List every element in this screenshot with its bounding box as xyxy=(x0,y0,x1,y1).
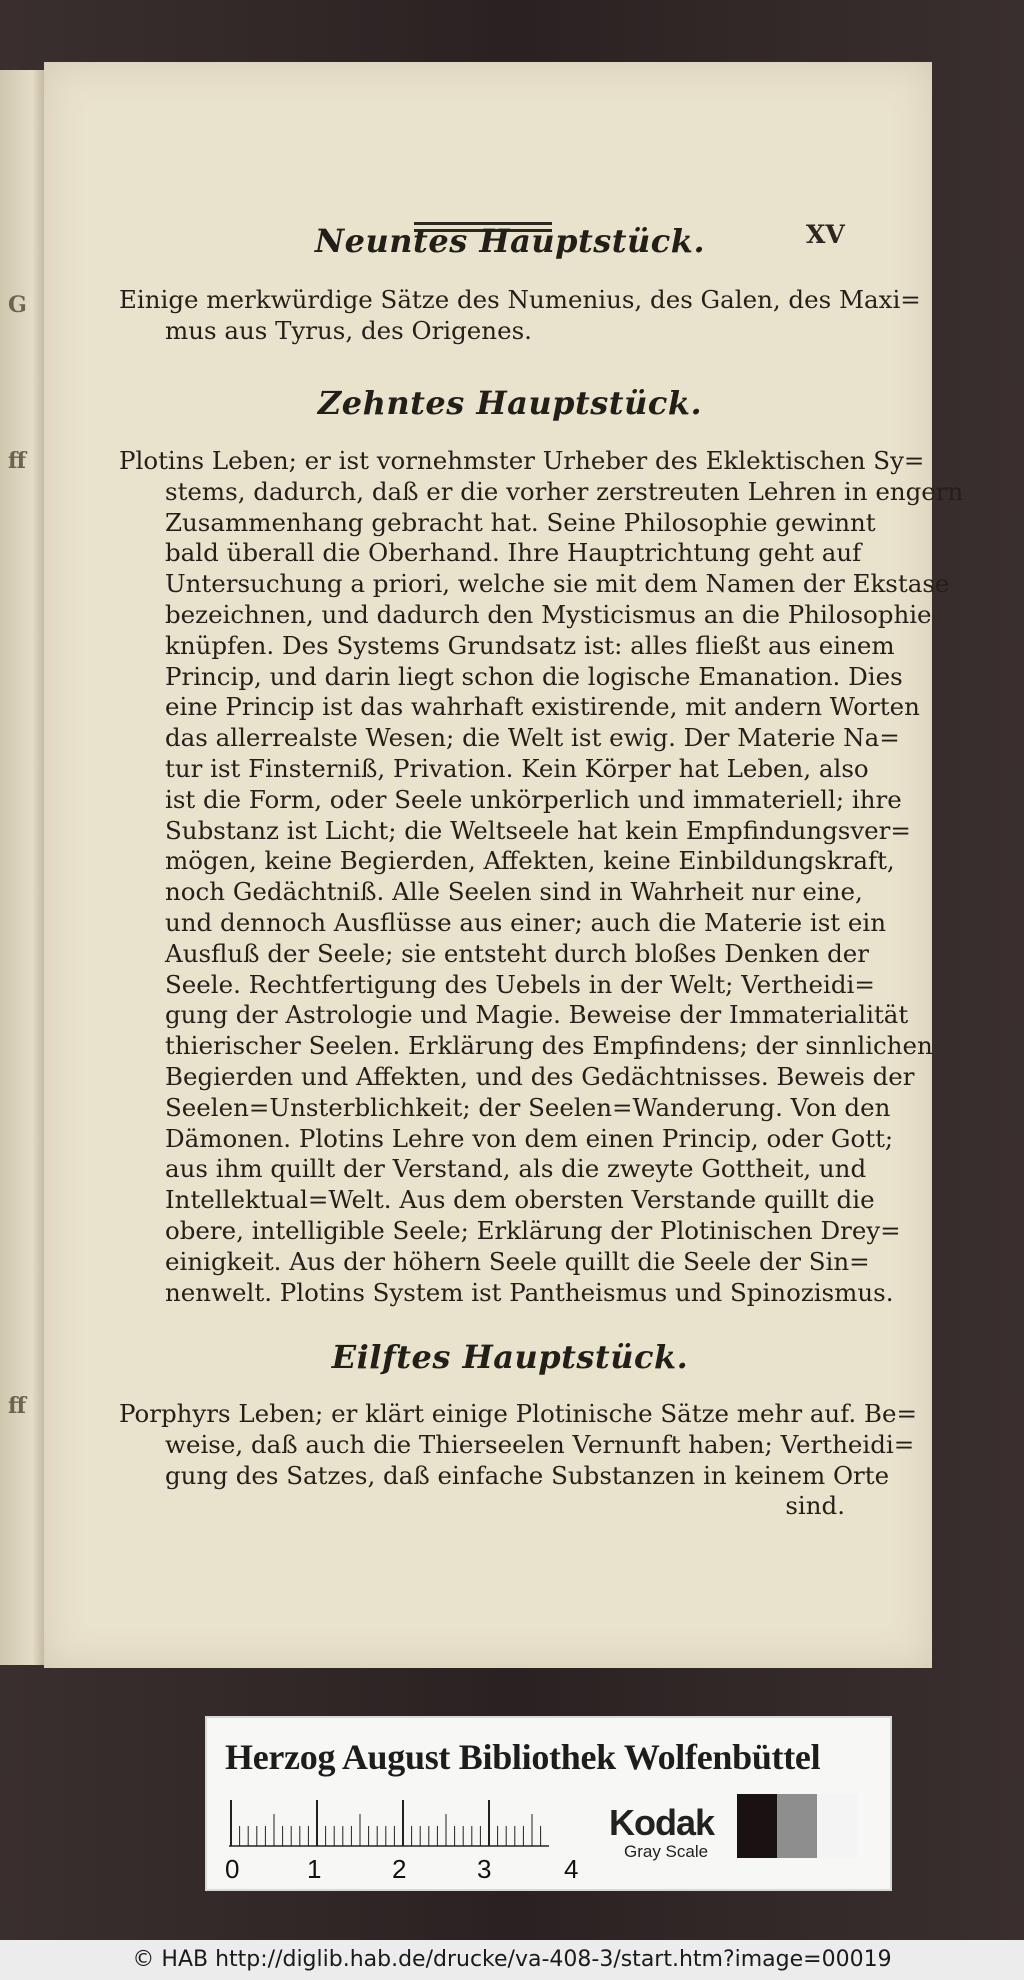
gray-swatch xyxy=(817,1794,857,1858)
section-text-eilftes xyxy=(119,1399,918,1522)
section-heading-zehntes: Zehntes Hauptstück. xyxy=(317,384,703,422)
text-line: tur ist Finsterniß, Privation. Kein Körper hat Leben, also xyxy=(165,753,869,783)
text-line: Plotins Leben; er ist vornehmster Urheber des Eklektischen Sy= xyxy=(119,446,925,475)
text-line: Substanz ist Licht; die Weltseele hat kein Empfindungsver= xyxy=(165,815,911,845)
scale-number: 4 xyxy=(564,1854,579,1884)
text-line: mus aus Tyrus, des Origenes. xyxy=(165,315,532,345)
text-line: Porphyrs Leben; er klärt einige Plotinische Sätze mehr auf. Be= xyxy=(119,1399,918,1428)
text-line: aus ihm quillt der Verstand, als die zweyte Gottheit, und xyxy=(165,1154,867,1184)
text-line: einigkeit. Aus der höhern Seele quillt die Seele der Sin= xyxy=(165,1246,870,1276)
section-heading-eilftes: Eilftes Hauptstück. xyxy=(331,1338,689,1376)
text-line: mögen, keine Begierden, Affekten, keine Einbildungskraft, xyxy=(165,846,895,876)
text-line: stems, dadurch, daß er die vorher zerstreuten Lehren in engern xyxy=(165,476,964,506)
text-line: sind. xyxy=(785,1491,845,1521)
library-name: Herzog August Bibliothek Wolfenbüttel xyxy=(225,1737,821,1777)
section-text-neuntes xyxy=(119,285,921,347)
text-line: Seelen=Unsterblichkeit; der Seelen=Wanderung. Von den xyxy=(165,1092,891,1122)
color-calibration-card xyxy=(205,1716,892,1891)
scale-number: 2 xyxy=(392,1854,407,1884)
left-edge-mark: ff xyxy=(8,1393,27,1419)
left-page-edge xyxy=(0,70,46,1665)
kodak-brand: Kodak xyxy=(609,1802,715,1843)
left-edge-mark: G xyxy=(8,292,27,318)
text-line: Begierden und Affekten, und des Gedächtnisses. Beweis der xyxy=(165,1061,915,1091)
text-line: noch Gedächtniß. Alle Seelen sind in Wahrheit nur eine, xyxy=(165,877,863,907)
text-line: Untersuchung a priori, welche sie mit dem Namen der Ekstase xyxy=(165,569,950,599)
text-line: bald überall die Oberhand. Ihre Hauptrichtung geht auf xyxy=(165,538,862,568)
text-line: Einige merkwürdige Sätze des Numenius, des Galen, des Maxi= xyxy=(119,285,921,314)
section-heading-neuntes: Neuntes Hauptstück. xyxy=(314,222,706,260)
gray-swatches xyxy=(737,1794,857,1858)
gray-scale-label: Gray Scale xyxy=(624,1842,709,1861)
scale-number: 0 xyxy=(225,1854,240,1884)
scale-number: 1 xyxy=(307,1854,322,1884)
section-text-zehntes xyxy=(119,446,964,1308)
text-line: Princip, und darin liegt schon die logische Emanation. Dies xyxy=(165,661,903,691)
text-line: eine Princip ist das wahrhaft existirende, mit andern Worten xyxy=(165,692,920,722)
text-line: und dennoch Ausflüsse aus einer; auch die Materie ist ein xyxy=(165,907,887,937)
gray-swatch xyxy=(777,1794,817,1858)
text-line: weise, daß auch die Thierseelen Vernunft haben; Vertheidi= xyxy=(165,1429,915,1459)
scale-number: 3 xyxy=(477,1854,492,1884)
text-line: bezeichnen, und dadurch den Mysticismus an die Philosophie xyxy=(165,599,932,629)
text-line: Zusammenhang gebracht hat. Seine Philosophie gewinnt xyxy=(165,507,876,537)
text-line: das allerrealste Wesen; die Welt ist ewig. Der Materie Na= xyxy=(165,723,900,753)
left-edge-mark: ff xyxy=(8,448,27,474)
text-line: nenwelt. Plotins System ist Pantheismus und Spinozismus. xyxy=(165,1277,894,1307)
book-page xyxy=(44,62,964,1668)
text-line: Dämonen. Plotins Lehre von dem einen Princip, oder Gott; xyxy=(165,1123,894,1153)
text-line: Seele. Rechtfertigung des Uebels in der Welt; Vertheidi= xyxy=(165,969,875,999)
text-line: knüpfen. Des Systems Grundsatz ist: alles fließt aus einem xyxy=(165,630,895,660)
page-number: XV xyxy=(806,220,845,249)
text-line: ist die Form, oder Seele unkörperlich und immateriell; ihre xyxy=(165,784,902,814)
text-line: Intellektual=Welt. Aus dem obersten Verstande quillt die xyxy=(165,1185,875,1215)
text-line: obere, intelligible Seele; Erklärung der Plotinischen Drey= xyxy=(165,1215,901,1245)
text-line: gung der Astrologie und Magie. Beweise der Immaterialität xyxy=(165,1000,909,1030)
copyright-footer: © HAB http://diglib.hab.de/drucke/va-408-3/start.htm?image=00019 xyxy=(0,1940,1024,1980)
gray-swatch xyxy=(737,1794,777,1858)
text-line: Ausfluß der Seele; sie entsteht durch bloßes Denken der xyxy=(165,938,869,968)
text-line: gung des Satzes, daß einfache Substanzen in keinem Orte xyxy=(165,1460,890,1490)
text-line: thierischer Seelen. Erklärung des Empfindens; der sinnlichen xyxy=(165,1031,933,1061)
ruler-scale xyxy=(229,1800,549,1848)
